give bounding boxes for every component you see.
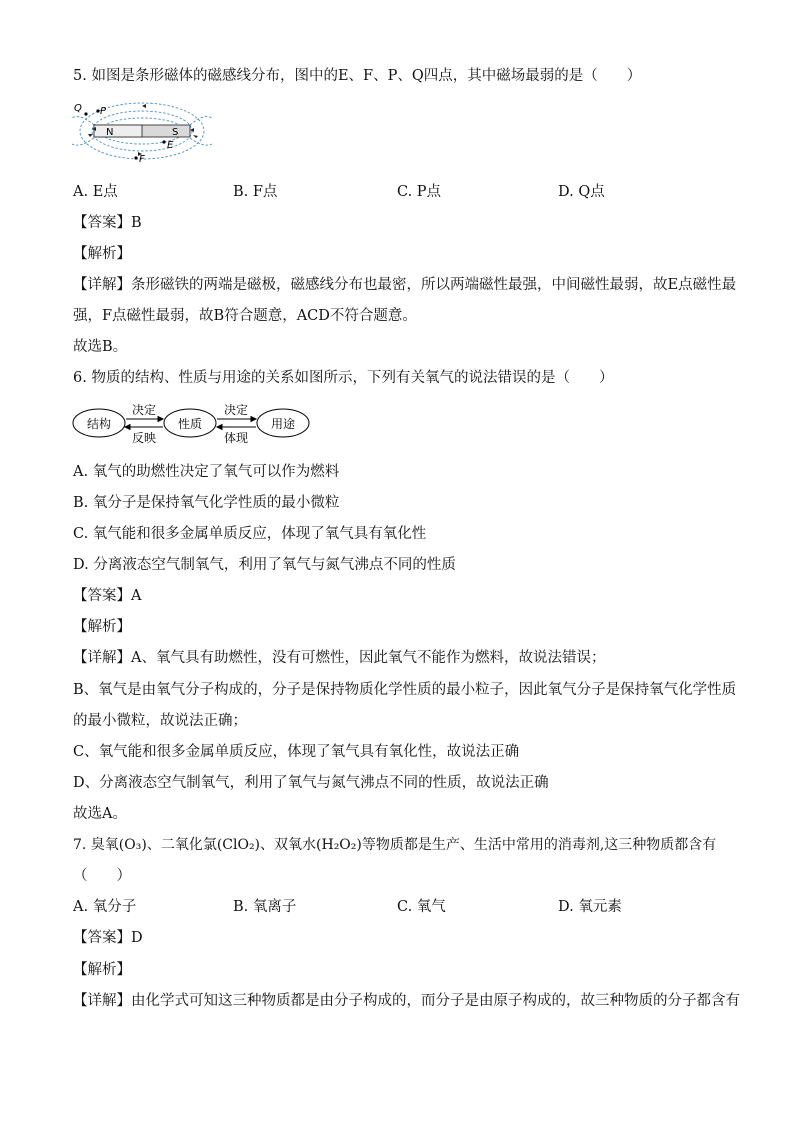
svg-text:决定: 决定	[223, 403, 249, 417]
q7-answer: 【答案】D	[73, 930, 143, 946]
point-p-label: P	[100, 106, 107, 117]
q7-analysis-heading: 【解析】	[73, 962, 131, 978]
q7-option-d: D. 氧元素	[558, 899, 622, 915]
svg-text:反映: 反映	[131, 431, 157, 445]
q5-option-c: C. P点	[397, 184, 442, 200]
q5-option-b: B. F点	[233, 184, 278, 200]
q6-detail-line-4: C、氧气能和很多金属单质反应，体现了氧气具有氧化性，故说法正确	[73, 744, 520, 760]
structure-property-use-diagram	[72, 400, 312, 446]
q7-option-b: B. 氧离子	[233, 899, 297, 915]
point-e-label: E	[167, 140, 174, 151]
q6-analysis-heading: 【解析】	[73, 619, 131, 635]
point-f-label: F	[139, 154, 145, 165]
q5-detail-line-1: 【详解】条形磁铁的两端是磁极，磁感线分布也最密，所以两端磁性最强，中间磁性最弱，故E点磁性最	[73, 277, 737, 293]
q6-option-b: B. 氧分子是保持氧气化学性质的最小微粒	[73, 495, 340, 511]
q6-detail-line-3: 的最小微粒，故说法正确；	[73, 713, 247, 729]
q6-detail-line-1: 【详解】A、氧气具有助燃性，没有可燃性，因此氧气不能作为燃料，故说法错误；	[73, 650, 606, 666]
q6-detail-line-2: B、氧气是由氧气分子构成的，分子是保持物质化学性质的最小粒子，因此氧气分子是保持氧气化学性质	[73, 682, 737, 698]
svg-text:结构: 结构	[86, 417, 112, 431]
point-q-label: Q	[74, 103, 82, 114]
q6-answer: 【答案】A	[73, 588, 142, 604]
q5-detail-line-2: 强，F点磁性最弱，故B符合题意，ACD不符合题意。	[73, 308, 417, 324]
q7-option-c: C. 氧气	[397, 899, 446, 915]
svg-text:性质: 性质	[177, 417, 203, 431]
svg-text:用途: 用途	[270, 417, 296, 431]
bar-magnet-figure	[72, 98, 212, 168]
svg-text:体现: 体现	[223, 431, 249, 445]
q6-option-a: A. 氧气的助燃性决定了氧气可以作为燃料	[73, 464, 340, 480]
q5-conclusion: 故选B。	[73, 339, 128, 355]
magnet-n-label: N	[106, 127, 114, 138]
q5-stem: 5. 如图是条形磁体的磁感线分布，图中的E、F、P、Q四点，其中磁场最弱的是（ ）	[73, 68, 642, 84]
q7-option-a: A. 氧分子	[73, 899, 137, 915]
svg-text:决定: 决定	[131, 403, 157, 417]
q7-stem-line-1: 7. 臭氧(O₃)、二氧化氯(ClO₂)、双氧水(H₂O₂)等物质都是生产、生活中常用的消毒剂,这三种物质都含有	[73, 837, 717, 853]
q5-answer: 【答案】B	[73, 215, 142, 231]
q6-conclusion: 故选A。	[73, 806, 127, 822]
q7-stem-line-2: （ ）	[73, 868, 131, 884]
q6-stem: 6. 物质的结构、性质与用途的关系如图所示，下列有关氧气的说法错误的是（ ）	[73, 370, 614, 386]
q7-detail-line-1: 【详解】由化学式可知这三种物质都是由分子构成的，而分子是由原子构成的，故三种物质的分子都含有	[73, 993, 740, 1009]
magnet-s-label: S	[172, 127, 179, 138]
q5-option-d: D. Q点	[558, 184, 605, 200]
q5-option-a: A. E点	[73, 184, 118, 200]
q5-analysis-heading: 【解析】	[73, 246, 131, 262]
q6-detail-line-5: D、分离液态空气制氧气，利用了氧气与氮气沸点不同的性质，故说法正确	[73, 775, 549, 791]
q6-option-d: D. 分离液态空气制氧气，利用了氧气与氮气沸点不同的性质	[73, 557, 456, 573]
q6-option-c: C. 氧气能和很多金属单质反应，体现了氧气具有氧化性	[73, 526, 427, 542]
